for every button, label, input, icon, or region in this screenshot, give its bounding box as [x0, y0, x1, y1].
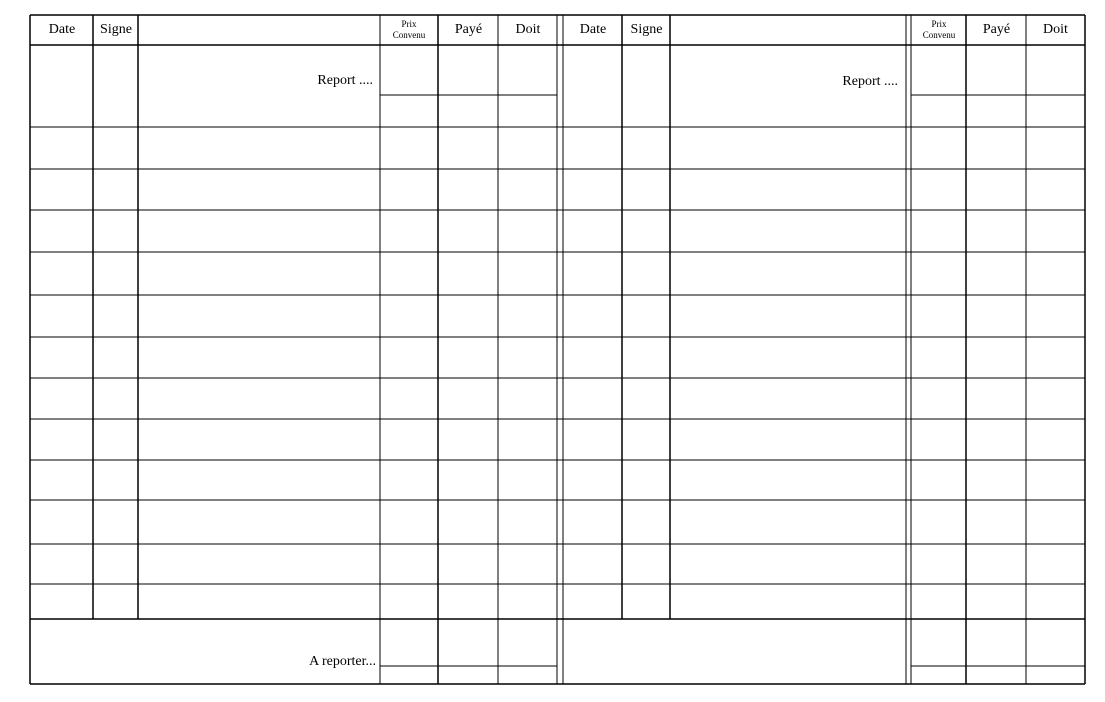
left-header-prix: Prix	[401, 19, 417, 29]
right-report-doit-field[interactable]	[1028, 46, 1083, 94]
right-header-paye: Payé	[982, 22, 1011, 37]
left-report-prix-field[interactable]	[381, 46, 437, 94]
left-a-reporter-doit-field[interactable]	[500, 621, 556, 665]
right-header-convenu: Convenu	[922, 30, 956, 40]
left-header-convenu: Convenu	[392, 30, 426, 40]
left-report-paye-field[interactable]	[440, 46, 497, 94]
left-header-doit: Doit	[515, 22, 541, 37]
right-report-paye-field[interactable]	[968, 46, 1025, 94]
right-header-signe: Signe	[630, 22, 663, 37]
left-header-paye: Payé	[454, 22, 483, 37]
right-header-prix: Prix	[931, 19, 947, 29]
left-report-doit-field[interactable]	[500, 46, 556, 94]
right-header-doit: Doit	[1043, 22, 1068, 37]
left-header-signe: Signe	[100, 22, 132, 37]
left-a-reporter-paye-field[interactable]	[440, 621, 497, 665]
right-report-label: Report ....	[842, 74, 898, 89]
left-report-label: Report ....	[317, 73, 373, 88]
left-a-reporter-label: A reporter...	[309, 654, 376, 669]
left-a-reporter-prix-field[interactable]	[381, 621, 437, 665]
right-report-prix-field[interactable]	[913, 46, 965, 94]
right-header-date: Date	[579, 22, 607, 37]
left-header-date: Date	[48, 22, 76, 37]
